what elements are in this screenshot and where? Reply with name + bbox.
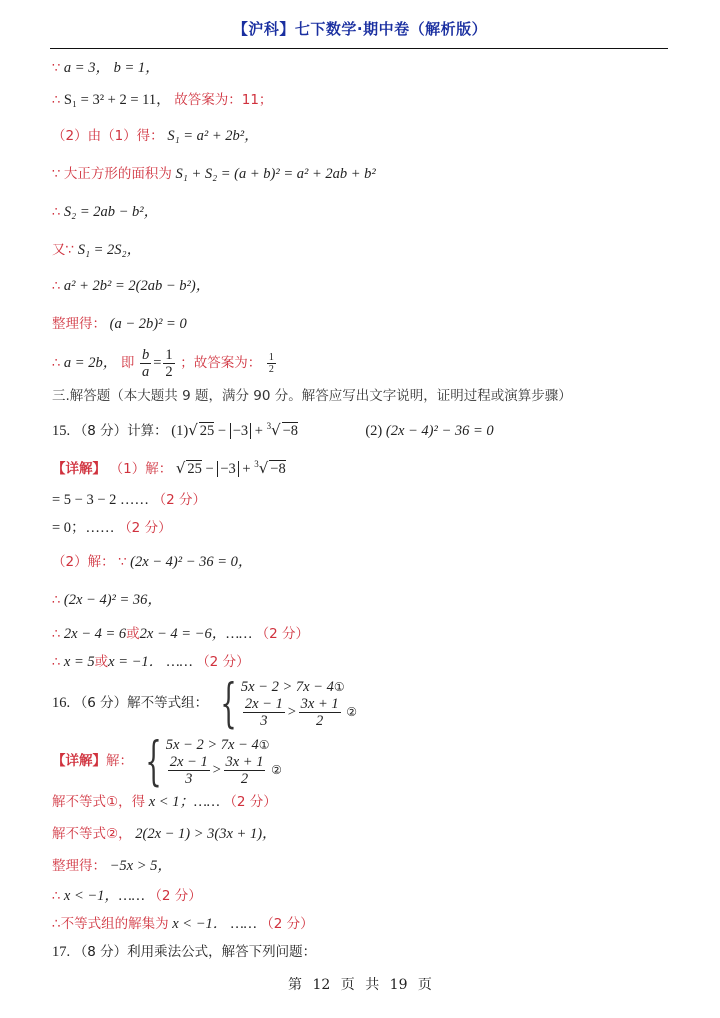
question-15: 15. （8 分）计算： (1)√ 25 − −3 + $^3$√ −8 (2) (2x − 4)² − 36 = 0 — [52, 421, 494, 439]
equation: (2x − 4)² − 36 = 0 — [385, 423, 494, 439]
step-label: 又∵ — [52, 242, 75, 258]
therefore-symbol: ∴ — [52, 356, 61, 371]
therefore-symbol: ∴ — [52, 93, 61, 108]
points: （2 分） — [223, 794, 277, 810]
math-text: −5x > 5， — [109, 858, 172, 874]
therefore-symbol: ∴ — [52, 593, 61, 608]
solution-line — [52, 202, 158, 223]
step-label: 解不等式②， — [52, 826, 132, 842]
question-16 — [52, 673, 358, 734]
solution-line — [52, 518, 172, 538]
step-label: 整理得： — [52, 316, 106, 332]
solution-line — [52, 58, 160, 79]
section-heading: 三.解答题（本大题共 9 题，满分 90 分。解答应写出文字说明，证明过程或演算步骤） — [52, 388, 572, 404]
question-text: （8 分）利用乘法公式，解答下列问题： — [73, 944, 317, 960]
because-symbol: ∵ — [52, 167, 61, 182]
solution-line: 【详解】 （1）解： √ 25 − −3 + $^3$√ −8 — [52, 459, 286, 477]
points: （2 分） — [255, 626, 310, 642]
inequality-system: { 5x − 2 > 7x − 4① $\frac{2x - 1}{3}$ > $\frac{3x + 1}{2}$ ② — [220, 673, 358, 734]
solution-line — [52, 731, 282, 792]
inequality-system: { 5x − 2 > 7x − 4① $\frac{2x - 1}{3}$ > $\frac{3x + 1}{2}$ ② — [144, 731, 282, 792]
question-17 — [52, 942, 316, 962]
step-label: 即 — [120, 355, 135, 371]
math-text: a = 2b， — [63, 355, 118, 371]
solution-line — [52, 792, 277, 812]
therefore-symbol: ∴ — [52, 889, 61, 904]
step-label: 大正方形的面积为 — [63, 166, 172, 182]
step-label: （2）解： — [52, 554, 115, 570]
math-text: S₁ = 3² + 2 = 11， — [63, 92, 171, 108]
question-score: （8 分）计算： — [73, 423, 168, 439]
conclusion-label: ∴不等式组的解集为 — [52, 916, 169, 932]
question-number: 16. — [52, 695, 71, 711]
question-number: 15. — [52, 423, 71, 439]
page-number-footer: 第 12 页 共 19 页 — [288, 977, 432, 993]
math-text: S₁ = a² + 2b²， — [167, 128, 259, 144]
document-header-title: 【沪科】七下数学·期中卷（解析版） — [232, 20, 488, 38]
points: （2 分） — [260, 916, 314, 932]
therefore-symbol: ∴ — [52, 655, 61, 670]
solution-line — [52, 590, 162, 611]
solution-line: ∴ 2x − 4 = 6或2x − 4 = −6，…… （2 分） — [52, 626, 310, 642]
points: （2 分） — [152, 492, 207, 508]
solution-line — [52, 164, 376, 185]
solution-line — [52, 314, 187, 334]
math-text: S₁ = 2S₂， — [77, 242, 142, 258]
fraction: $\frac{b}{a}$ — [141, 347, 150, 381]
math-text: x < 1；…… — [148, 794, 220, 810]
solution-line — [52, 886, 202, 907]
step-label: 解不等式①，得 — [52, 794, 146, 810]
math-text: (2x − 4)² = 36， — [63, 592, 162, 608]
because-symbol: ∵ — [118, 555, 127, 570]
because-symbol: ∵ — [52, 61, 61, 76]
solution-line — [52, 824, 277, 844]
solution-line — [52, 126, 259, 146]
math-text: x < −1，…… — [63, 888, 145, 904]
points: （2 分） — [196, 654, 250, 670]
step-label: （2）由（1）得： — [52, 128, 164, 144]
question-score: （6 分）解不等式组： — [73, 695, 209, 711]
detail-tag: 【详解】 — [52, 461, 106, 477]
solution-line — [52, 914, 314, 934]
detail-tag: 【详解】 — [52, 753, 106, 769]
solution-line — [52, 276, 210, 297]
answer-text: 故答案为：11； — [174, 92, 273, 108]
solution-line — [52, 90, 272, 111]
answer-text: ；故答案为： — [180, 355, 262, 371]
solution-line: ∴ x = 5或x = −1． …… （2 分） — [52, 654, 250, 670]
therefore-symbol: ∴ — [52, 279, 61, 294]
math-text: S₁ + S₂ = (a + b)² = a² + 2ab + b² — [175, 166, 376, 182]
math-text: 2(2x − 1) > 3(3x + 1)， — [135, 826, 277, 842]
header-divider — [50, 48, 668, 49]
solution-line: ∴ a = 2b， 即 $\frac{b}{a}$ = $\frac{1}{2}$ ；故答案为： $\frac{1}{2}$ — [52, 347, 274, 381]
points: （2 分） — [148, 888, 202, 904]
therefore-symbol: ∴ — [52, 205, 61, 220]
solution-line — [52, 856, 172, 876]
step-label: 整理得： — [52, 858, 106, 874]
math-text: (2x − 4)² − 36 = 0， — [130, 554, 253, 570]
question-number: 17. — [52, 944, 71, 960]
answer-fraction: $\frac{1}{2}$ — [268, 352, 274, 376]
math-text: (a − 2b)² = 0 — [109, 316, 187, 332]
points: （2 分） — [118, 520, 172, 536]
step-label: （1）解： — [109, 461, 173, 477]
math-text: a = 3， b = 1， — [63, 60, 160, 76]
solution-line — [52, 240, 141, 260]
step-label: 解： — [106, 753, 133, 769]
math-text: S₂ = 2ab − b²， — [63, 204, 159, 220]
fraction: $\frac{1}{2}$ — [165, 347, 173, 381]
math-text: x < −1． …… — [172, 916, 257, 932]
math-text: = 5 − 3 − 2 …… — [52, 492, 150, 508]
solution-line — [52, 552, 252, 573]
math-text: a² + 2b² = 2(2ab − b²)， — [63, 278, 211, 294]
math-text: = 0；…… — [52, 520, 115, 536]
solution-line — [52, 490, 206, 510]
therefore-symbol: ∴ — [52, 627, 61, 642]
